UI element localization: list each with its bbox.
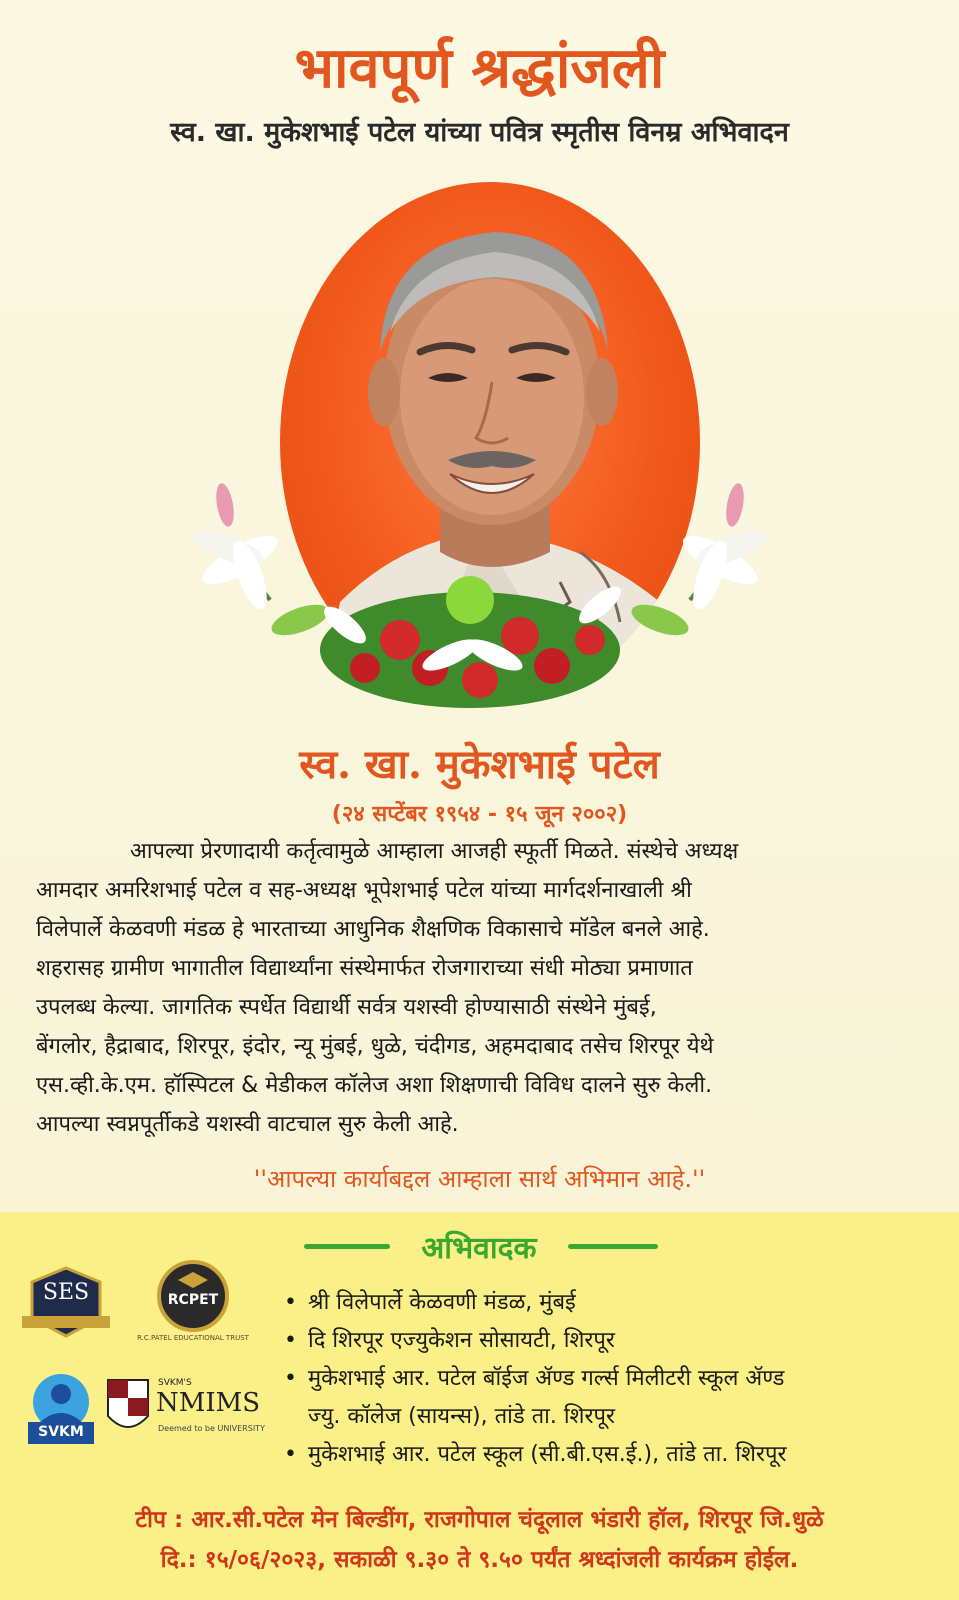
event-venue: टीप : आर.सी.पटेल मेन बिल्डींग, राजगोपाल चंदूलाल भंडारी हॉल, शिरपूर जि.धुळे xyxy=(135,1507,824,1533)
event-time: दि.: १५/०६/२०२३, सकाळी ९.३० ते ९.५० पर्यंत श्रध्दांजली कार्यक्रम होईल. xyxy=(160,1547,799,1573)
paragraph-line: उपलब्ध केल्या. जागतिक स्पर्धेत विद्यार्थी सर्वत्र यशस्वी होण्यासाठी संस्थेने मुंबई, xyxy=(36,995,657,1020)
list-item: • श्री विलेपार्ले केळवणी मंडळ, मुंबई xyxy=(282,1284,942,1322)
paragraph-line: विलेपार्ले केळवणी मंडळ हे भारताच्या आधुनिक शैक्षणिक विकासाचे मॉडेल बनले आहे. xyxy=(36,917,710,942)
list-item: • दि शिरपूर एज्युकेशन सोसायटी, शिरपूर xyxy=(282,1322,942,1360)
paragraph-line: एस.व्ही.के.एम. हॉस्पिटल & मेडीकल कॉलेज अशा शिक्षणाची विविध दालने सुरु केली. xyxy=(36,1073,713,1098)
title-rule-left xyxy=(304,1244,390,1249)
nmims-logo xyxy=(104,1376,270,1446)
greeters-list xyxy=(282,1284,942,1474)
rcpet-logo-subtext: R.C.PATEL EDUCATIONAL TRUST xyxy=(137,1334,249,1342)
svkm-logo-text: SVKM xyxy=(38,1424,84,1440)
rcpet-logo-text: RCPET xyxy=(167,1292,219,1308)
ses-logo xyxy=(18,1262,114,1342)
nmims-logo-subtext: Deemed to be UNIVERSITY xyxy=(158,1424,265,1433)
portrait-photo xyxy=(280,182,700,702)
paragraph-line: शहरासह ग्रामीण भागातील विद्यार्थ्यांना संस्थेमार्फत रोजगाराच्या संधी मोठ्या प्रमाणात xyxy=(36,956,693,981)
list-item-continuation: ज्यु. कॉलेज (सायन्स), तांडे ता. शिरपूर xyxy=(308,1404,615,1429)
portrait-illustration xyxy=(280,182,700,702)
nmims-logo-text: NMIMS xyxy=(156,1388,261,1418)
paragraph-line: आपल्या स्वप्नपूर्तीकडे यशस्वी वाटचाल सुरु केली आहे. xyxy=(36,1112,459,1137)
event-note xyxy=(0,1500,959,1580)
greeters-title: अभिवादक xyxy=(421,1231,537,1266)
poster-title: भावपूर्ण श्रद्धांजली xyxy=(294,35,665,101)
tribute-quote: ''आपल्या कार्याबद्दल आम्हाला सार्थ अभिमान आहे.'' xyxy=(253,1165,706,1193)
list-item: • मुकेशभाई आर. पटेल स्कूल (सी.बी.एस.ई.), तांडे ता. शिरपूर xyxy=(282,1436,942,1474)
poster-subtitle: स्व. खा. मुकेशभाई पटेल यांच्या पवित्र स्मृतीस विनम्र अभिवादन xyxy=(170,117,789,148)
person-name: स्व. खा. मुकेशभाई पटेल xyxy=(299,741,660,788)
paragraph-line: बेंगलोर, हैद्राबाद, शिरपूर, इंदोर, न्यू मुंबई, धुळे, चंदीगड, अहमदाबाद तसेच शिरपूर येथे xyxy=(36,1034,714,1059)
nmims-logo-top: SVKM'S xyxy=(158,1378,192,1388)
paragraph-line: आमदार अमरिशभाई पटेल व सह-अध्यक्ष भूपेशभाई पटेल यांच्या मार्गदर्शनाखाली श्री xyxy=(36,878,692,903)
rcpet-logo xyxy=(118,1256,268,1356)
tribute-paragraph xyxy=(36,832,924,1144)
svkm-logo xyxy=(26,1372,96,1446)
paragraph-line: आपल्या प्रेरणादायी कर्तृत्वामुळे आम्हाला आजही स्फूर्ती मिळते. संस्थेचे अध्यक्ष xyxy=(130,839,739,864)
list-item: • मुकेशभाई आर. पटेल बॉईज ॲण्ड गर्ल्स मिलीटरी स्कूल ॲण्ड xyxy=(282,1360,942,1398)
portrait-frame xyxy=(270,172,710,732)
ses-logo-text: SES xyxy=(42,1280,90,1305)
title-rule-right xyxy=(568,1244,658,1249)
person-dates: (२४ सप्टेंबर १९५४ - १५ जून २००२) xyxy=(331,802,628,827)
